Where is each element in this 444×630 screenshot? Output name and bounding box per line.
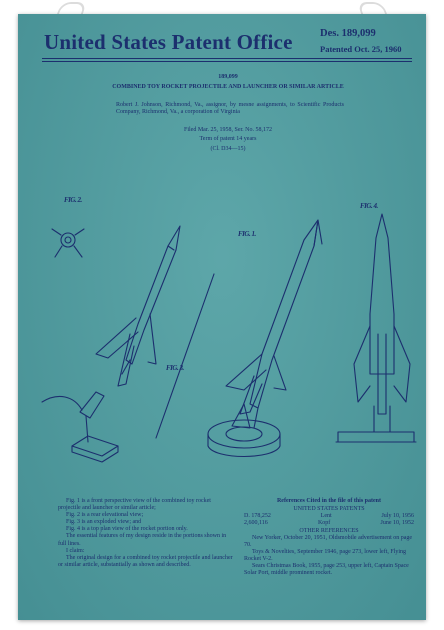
patent-ref-row bbox=[244, 520, 414, 527]
ref-name: Kopf bbox=[317, 520, 331, 526]
other-references-heading: OTHER REFERENCES bbox=[299, 528, 359, 534]
filed-line: Filed Mar. 25, 1958, Ser. No. 58,172 bbox=[184, 127, 272, 133]
ref-date: July 10, 1956 bbox=[381, 513, 414, 519]
inventor-text: Robert J. Johnson, Richmond, Va., assignor, by mesne assignments, to Scientific Products Company, Richmond, Va., a corporation of Virginia bbox=[116, 102, 344, 115]
fig4-top-view bbox=[52, 229, 84, 257]
description-line: The essential features of my design reside in the portions shown in full lines. bbox=[58, 533, 227, 547]
ref-name: Lent bbox=[320, 513, 332, 519]
fig1-label: FIG. 1. bbox=[238, 230, 256, 238]
other-ref: Toys & Novelties, September 1946, page 273, lower left, Flying Rocket V-2. bbox=[244, 549, 407, 562]
description-line: Fig. 1 is a front perspective view of the combined toy rocket projectile and launcher or similar article; bbox=[58, 498, 211, 512]
patent-poster bbox=[18, 14, 426, 620]
fig3-exploded-rocket bbox=[42, 226, 214, 462]
other-ref: Sears Christmas Book, 1955, page 253, upper left, Captain Space Solar Port, middle prominent rocket. bbox=[244, 563, 409, 576]
patent-date: Patented Oct. 25, 1960 bbox=[320, 44, 402, 54]
term-line: Term of patent 14 years bbox=[199, 136, 257, 142]
office-title: United States Patent Office bbox=[44, 30, 293, 54]
us-patents-heading: UNITED STATES PATENTS bbox=[293, 506, 365, 512]
description-line: I claim: bbox=[66, 547, 85, 554]
fig3-label: FIG. 3. bbox=[166, 364, 184, 372]
description-line: Fig. 3 is an exploded view; and bbox=[66, 519, 142, 526]
description-line: The original design for a combined toy rocket projectile and launcher or similar article, substantially as shown and described. bbox=[58, 554, 233, 568]
other-ref: New Yorker, October 20, 1951, Oldsmobile advertisement on page 70. bbox=[244, 535, 413, 548]
patent-title: COMBINED TOY ROCKET PROJECTILE AND LAUNCHER OR SIMILAR ARTICLE bbox=[112, 84, 344, 90]
design-number: Des. 189,099 bbox=[320, 28, 376, 39]
patent-ref-row bbox=[244, 513, 414, 520]
classification-line: (Cl. D34—15) bbox=[210, 146, 246, 152]
ref-date: June 10, 1952 bbox=[380, 520, 414, 526]
description-line: Fig. 2 is a rear elevational view; bbox=[66, 512, 144, 519]
patent-number: 189,099 bbox=[218, 74, 238, 80]
fig4-label: FIG. 4. bbox=[360, 202, 378, 210]
references-heading: References Cited in the file of this patent bbox=[276, 498, 382, 504]
fig1-perspective-rocket bbox=[208, 220, 322, 457]
ref-number: D. 178,252 bbox=[244, 513, 271, 519]
fig2-rear-rocket bbox=[336, 214, 416, 442]
ref-number: 2,600,116 bbox=[244, 520, 268, 526]
references-column bbox=[244, 498, 414, 577]
patent-drawings bbox=[18, 14, 426, 484]
fig2-label: FIG. 2. bbox=[64, 196, 82, 204]
description-line: Fig. 4 is a top plan view of the rocket portion only. bbox=[66, 526, 188, 533]
description-column bbox=[58, 498, 234, 569]
